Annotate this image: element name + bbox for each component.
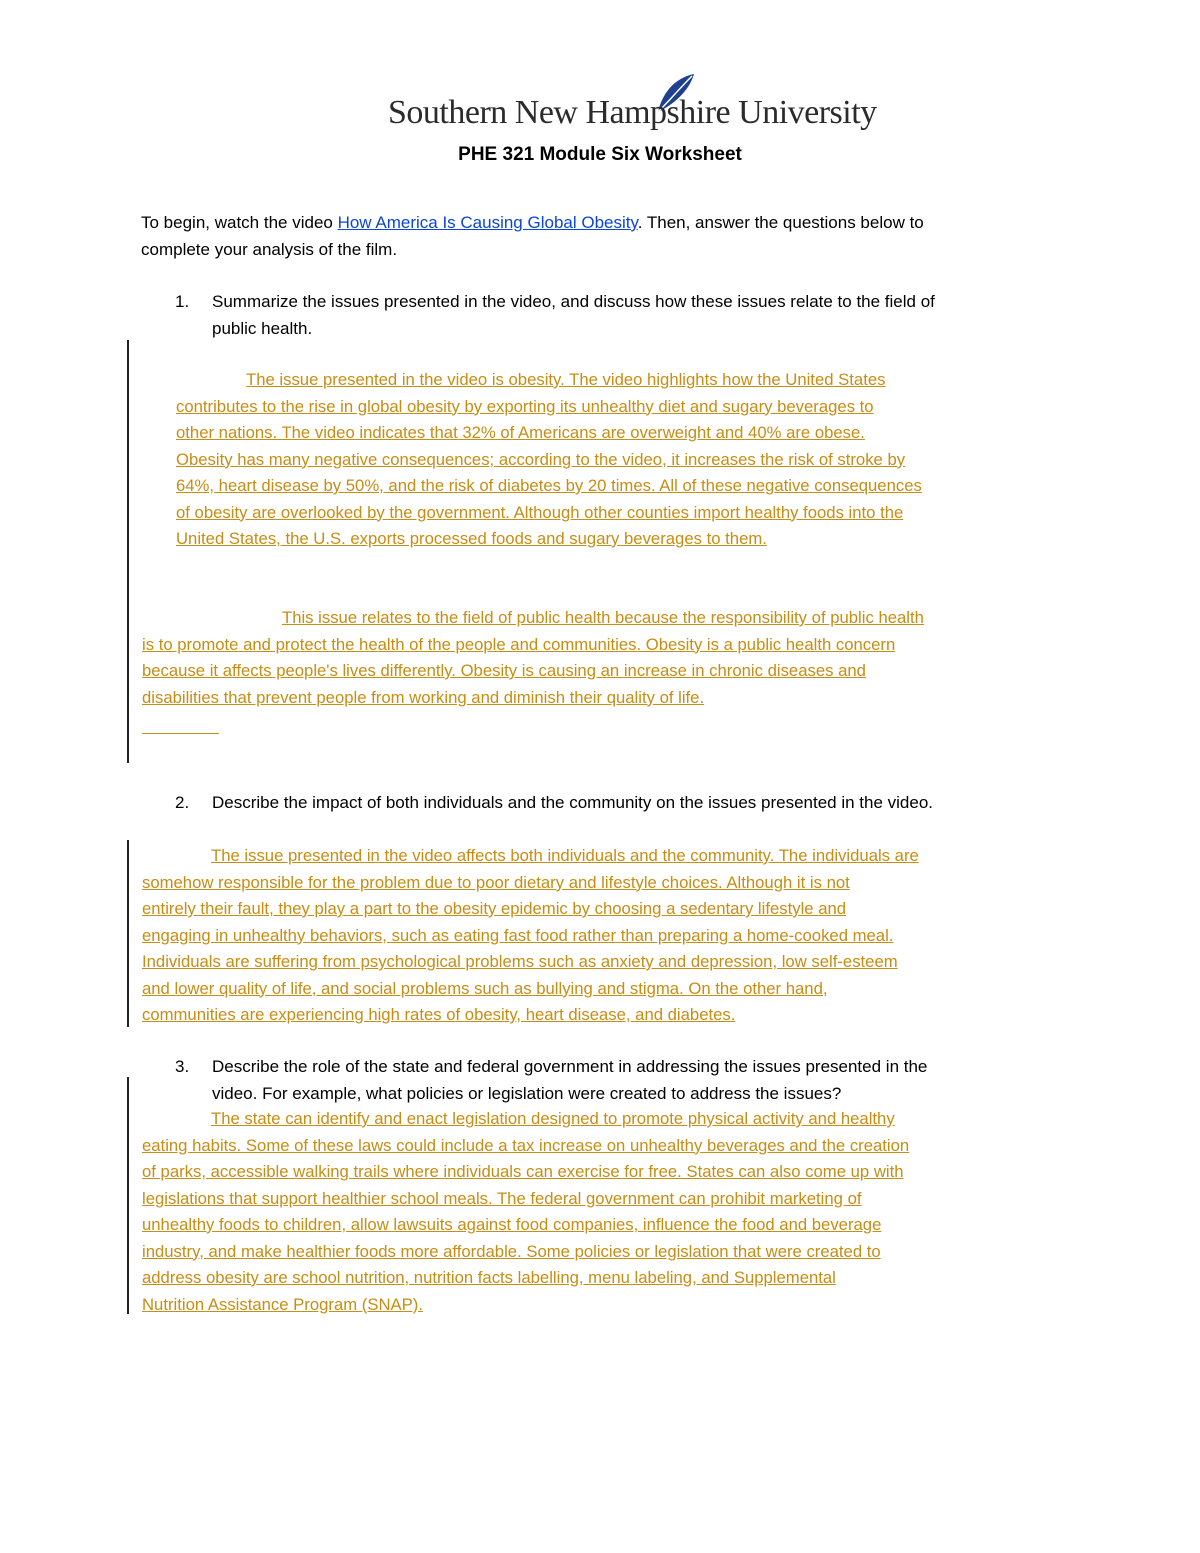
answer-line: communities are experiencing high rates of obesity, heart disease, and diabetes. xyxy=(142,1005,736,1024)
answer-line: This issue relates to the field of public health because the responsibility of public health xyxy=(282,608,924,627)
video-link[interactable]: How America Is Causing Global Obesity xyxy=(337,213,638,232)
answer-line: unhealthy foods to children, allow lawsuits against food companies, influence the food and beverage xyxy=(142,1215,882,1234)
answer-line: entirely their fault, they play a part to the obesity epidemic by choosing a sedentary lifestyle and xyxy=(142,899,847,918)
answer-line: and lower quality of life, and social problems such as bullying and stigma. On the other hand, xyxy=(142,978,828,998)
answer-1-paragraph-2 xyxy=(142,605,924,711)
answer-line: The issue presented in the video is obesity. The video highlights how the United States xyxy=(246,370,886,389)
question-text: public health. xyxy=(212,318,313,338)
university-logo xyxy=(388,72,877,134)
answer-line: Individuals are suffering from psychological problems such as anxiety and depression, low self-esteem xyxy=(142,952,898,971)
question-number: 1. xyxy=(175,292,190,311)
answer-line: Nutrition Assistance Program (SNAP). xyxy=(142,1294,423,1314)
answer-1-paragraph-1 xyxy=(176,367,922,553)
question-text: Describe the role of the state and federal government in addressing the issues presented in the xyxy=(212,1057,928,1076)
answer-line: The issue presented in the video affects both individuals and the community. The individuals are xyxy=(211,846,919,865)
revision-bar xyxy=(127,840,129,1027)
question-text: Summarize the issues presented in the video, and discuss how these issues relate to the field of xyxy=(212,292,935,311)
page-title: PHE 321 Module Six Worksheet xyxy=(458,144,742,165)
answer-line: contributes to the rise in global obesity by exporting its unhealthy diet and sugary beverages to xyxy=(176,396,874,416)
answer-line: address obesity are school nutrition, nutrition facts labelling, menu labeling, and Supplemental xyxy=(142,1268,836,1287)
answer-3 xyxy=(142,1106,909,1318)
answer-line: somehow responsible for the problem due to poor dietary and lifestyle choices. Although it is not xyxy=(142,872,850,892)
answer-line: The state can identify and enact legislation designed to promote physical activity and healthy xyxy=(211,1109,895,1128)
answer-line: industry, and make healthier foods more affordable. Some policies or legislation that were created to xyxy=(142,1241,881,1261)
question-3 xyxy=(212,1054,1092,1107)
intro-text: To begin, watch the video xyxy=(141,213,338,232)
answer-2 xyxy=(142,843,919,1029)
answer-line: legislations that support healthier school meals. The federal government can prohibit marketing of xyxy=(142,1188,862,1208)
question-number: 3. xyxy=(175,1057,190,1076)
answer-line: other nations. The video indicates that 32% of Americans are overweight and 40% are obese. xyxy=(176,423,865,442)
answer-line: engaging in unhealthy behaviors, such as eating fast food rather than preparing a home-cooked meal. xyxy=(142,925,894,945)
question-1 xyxy=(212,289,1092,342)
revision-bar xyxy=(127,1077,129,1314)
question-text: video. For example, what policies or legislation were created to address the issues? xyxy=(212,1083,842,1103)
answer-line: because it affects people's lives differently. Obesity is causing an increase in chronic diseases and xyxy=(142,661,866,680)
intro-text-after: . Then, answer the questions below to xyxy=(637,213,924,232)
intro-text-line2: complete your analysis of the film. xyxy=(141,239,398,259)
question-2 xyxy=(212,790,1092,817)
question-number: 2. xyxy=(175,793,190,812)
answer-line: eating habits. Some of these laws could include a tax increase on unhealthy beverages and the creation xyxy=(142,1135,910,1155)
revision-bar xyxy=(127,340,129,763)
answer-line: United States, the U.S. exports processed foods and sugary beverages to them. xyxy=(176,529,767,548)
answer-line: of parks, accessible walking trails where individuals can exercise for free. States can also come up with xyxy=(142,1162,904,1181)
question-text: Describe the impact of both individuals and the community on the issues presented in the video. xyxy=(212,793,934,812)
intro-paragraph xyxy=(141,210,1071,263)
answer-line: Obesity has many negative consequences; according to the video, it increases the risk of stroke by xyxy=(176,449,906,469)
answer-line: disabilities that prevent people from working and diminish their quality of life. xyxy=(142,687,705,707)
answer-line: 64%, heart disease by 50%, and the risk of diabetes by 20 times. All of these negative consequences xyxy=(176,476,922,495)
answer-line: of obesity are overlooked by the government. Although other counties import healthy foods into the xyxy=(176,502,904,522)
logo-text: Southern New Hampshire University xyxy=(388,94,877,131)
answer-line: is to promote and protect the health of the people and communities. Obesity is a public health concern xyxy=(142,634,896,654)
underline-stub xyxy=(142,733,219,734)
